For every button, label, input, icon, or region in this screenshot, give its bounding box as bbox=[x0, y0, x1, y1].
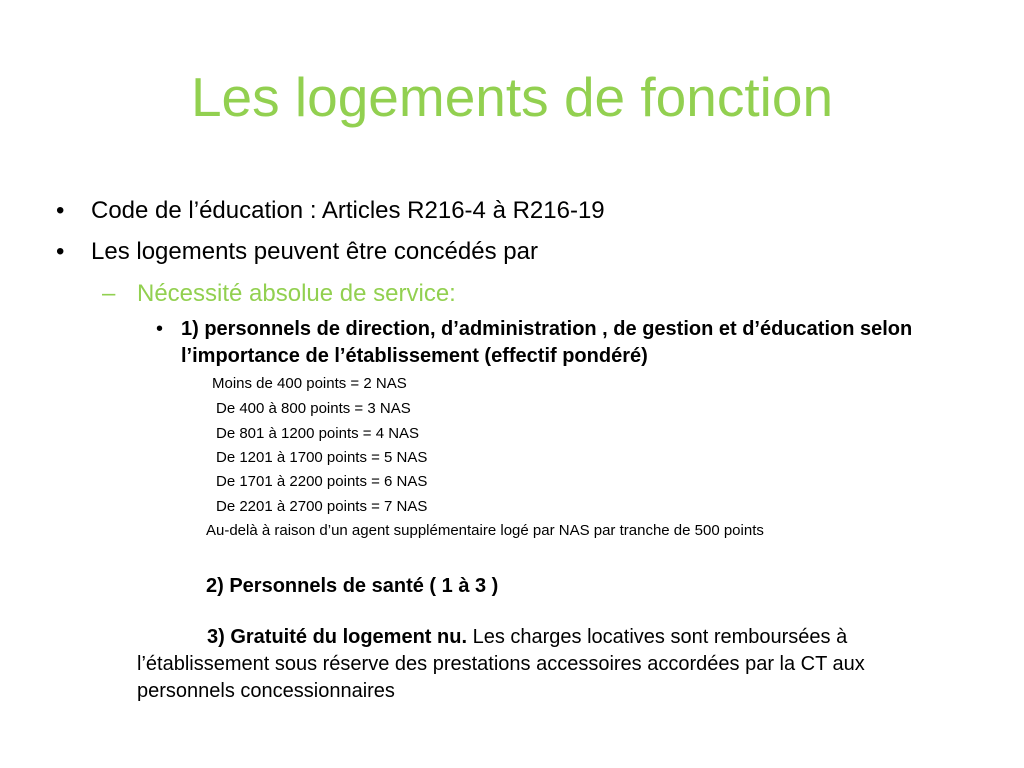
bullet-text: Les logements peuvent être concédés par bbox=[91, 238, 538, 265]
threshold-line: De 801 à 1200 points = 4 NAS bbox=[216, 425, 420, 442]
bullet-marker: • bbox=[56, 238, 65, 265]
bullet-marker: • bbox=[56, 197, 65, 224]
dash-marker: – bbox=[102, 280, 116, 307]
item-3-text-line1: Les charges locatives sont remboursées à bbox=[467, 626, 848, 648]
item-1-text: 1) personnels de direction, d’administration , de gestion et d’éducation selon l’importance de l’établissement (effectif pondéré) bbox=[181, 318, 913, 367]
item-3-text-line2: l’établissement sous réserve des prestations accessoires accordées par la CT aux personnels concessionnaires bbox=[137, 653, 865, 702]
threshold-line: De 1701 à 2200 points = 6 NAS bbox=[216, 473, 428, 490]
beyond-note: Au-delà à raison d’un agent supplémentaire logé par NAS par tranche de 500 points bbox=[206, 522, 764, 539]
threshold-line: De 2201 à 2700 points = 7 NAS bbox=[216, 498, 428, 515]
sub-bullet-text: Nécessité absolue de service: bbox=[137, 280, 456, 307]
item-3-bold-text: 3) Gratuité du logement nu. bbox=[207, 626, 468, 648]
item-1-direction-personnel bbox=[156, 316, 976, 370]
threshold-line: De 1201 à 1700 points = 5 NAS bbox=[216, 449, 428, 466]
threshold-line: Moins de 400 points = 2 NAS bbox=[212, 375, 407, 392]
item-3-free-housing bbox=[137, 624, 957, 705]
bullet-marker: • bbox=[156, 318, 164, 340]
bullet-text: Code de l’éducation : Articles R216-4 à R216-19 bbox=[91, 197, 605, 224]
threshold-line: De 400 à 800 points = 3 NAS bbox=[216, 400, 411, 417]
slide-title: Les logements de fonction bbox=[190, 66, 834, 128]
item-2-health-personnel: 2) Personnels de santé ( 1 à 3 ) bbox=[206, 575, 499, 597]
